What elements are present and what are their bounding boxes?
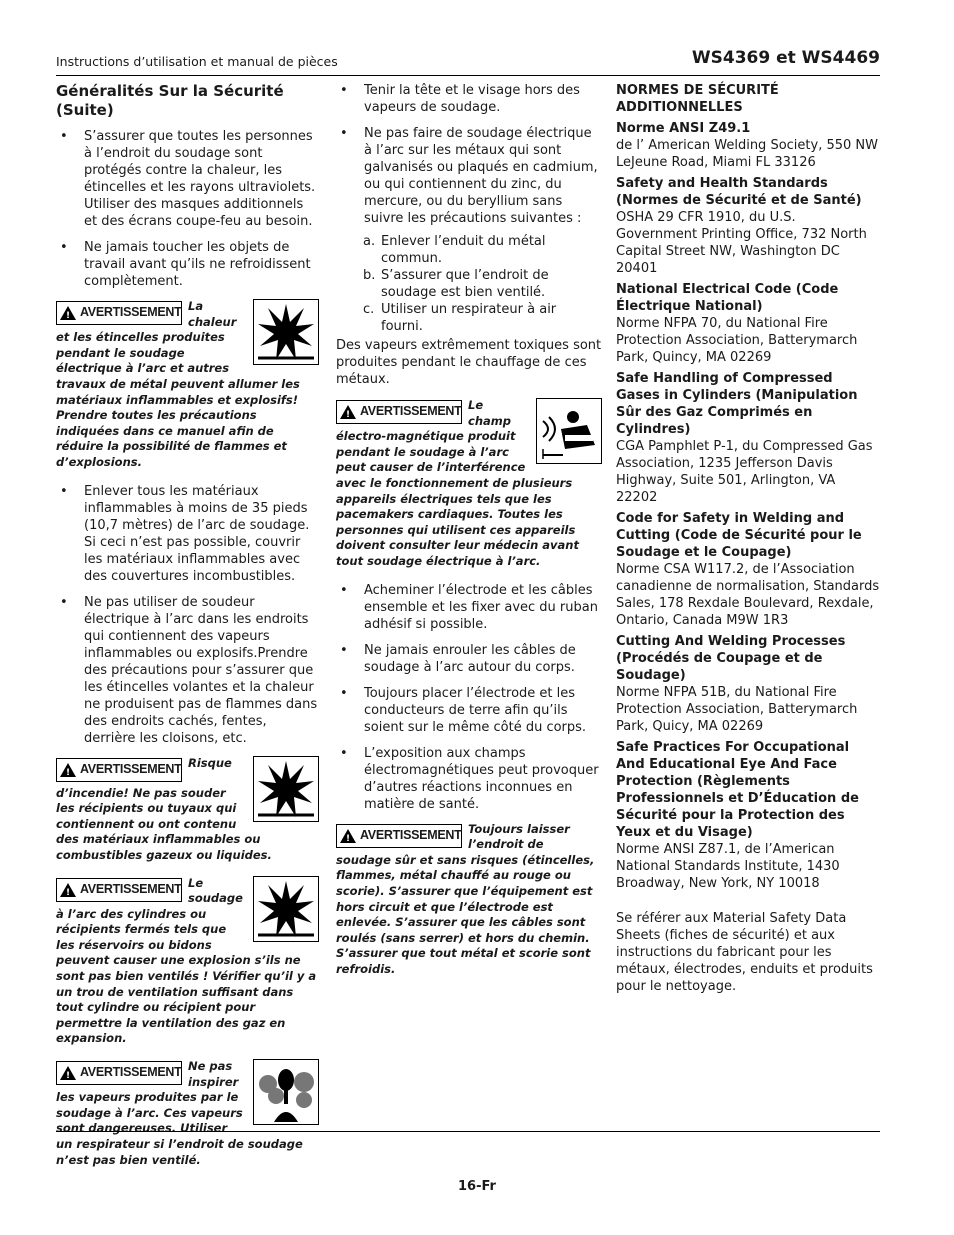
column-3	[616, 82, 880, 1005]
footer-divider	[56, 1131, 880, 1132]
warning-badge: ! AVERTISSEMENT	[56, 301, 182, 325]
alert-triangle-icon	[340, 829, 356, 843]
warning-block	[56, 876, 319, 1048]
warning-block	[336, 398, 602, 570]
alert-triangle-icon	[60, 883, 76, 897]
warning-block	[336, 822, 602, 978]
sub-list-item: b. S’assurer que l’endroit de soudage est bien ventilé.	[363, 268, 549, 300]
standards-heading: NORMES DE SÉCURITÉ ADDITIONNELLES	[616, 83, 779, 115]
paragraph: Des vapeurs extrêmement toxiques sont produites pendant le chauffage de ces métaux.	[336, 338, 602, 387]
explosion-icon	[253, 756, 319, 822]
list-item: • Ne jamais enrouler les câbles de soudage à l’arc autour du corps.	[340, 642, 576, 675]
alert-triangle-icon	[60, 1066, 76, 1080]
alert-triangle-icon	[60, 763, 76, 777]
bullet-list	[56, 128, 319, 290]
manual-title: Instructions d’utilisation et manual de pièces	[56, 54, 338, 69]
section-heading: Généralités Sur la Sécurité (Suite)	[56, 82, 284, 119]
warning-text: Toujours laisser l’endroit de soudage sûr et sans risques (étincelles, flammes, métal chauffé au rouge ou scorie). S’assurer que l’équipement est hors circuit et que l’électrode est enlevée. S’assurer que les câbles sont roulés (sans serrer) et hors du chemin. S’assurer que tout métal et scorie sont refroidis.	[336, 821, 595, 976]
warning-text: Ne pas inspirer les vapeurs produites par le soudage à l’arc. Ces vapeurs sont dangereuses. Utiliser un respirateur si l’endroit de soudage n’est pas bien ventilé.	[56, 1059, 303, 1167]
sub-list-item: c. Utiliser un respirateur à air fourni.	[363, 302, 557, 334]
column-2	[336, 82, 602, 989]
bullet-list	[336, 82, 602, 335]
warning-block	[56, 299, 319, 471]
model-title: WS4369 et WS4469	[691, 48, 880, 68]
warning-badge: ! AVERTISSEMENT	[56, 878, 182, 902]
explosion-icon	[253, 299, 319, 365]
closing-paragraph: Se référer aux Material Safety Data Sheets (fiches de sécurité) et aux instructions du fabricant pour les métaux, électrodes, enduits et produits pour le nettoyage.	[616, 911, 873, 994]
fumes-inhalation-icon	[253, 1059, 319, 1125]
standard-entry: Safety and Health Standards (Normes de Sécurité et de Santé) OSHA 29 CFR 1910, du U.S. Government Printing Office, 732 North Capital Street NW, Washington DC 20401	[616, 176, 867, 276]
warning-block	[56, 1059, 319, 1168]
list-item: • Acheminer l’électrode et les câbles ensemble et les fixer avec du ruban adhésif si possible.	[340, 582, 598, 632]
warning-text: Risque d’incendie! Ne pas souder les récipients ou tuyaux qui contiennent ou ont contenu des matériaux inflammables ou combustibles gazeux ou liquides.	[56, 755, 272, 862]
standard-entry: Code for Safety in Welding and Cutting (Code de Sécurité pour le Soudage et le Coupage) Norme CSA W117.2, de l’Association canadienne de normalisation, Standards Sales, 178 Rexdale Boulevard, Rexdale, Ontario, Canada M9W 1R3	[616, 511, 880, 628]
list-item: • Ne pas utiliser de soudeur électrique à l’arc dans les endroits qui contiennent des vapeurs inflammables ou explosifs.Prendre des précautions pour s’assurer que les étincelles volantes et la chaleur ne produisent pas de flammes dans des endroits cachés, fentes, derrière les cloisons, etc.	[60, 594, 318, 746]
warning-block	[56, 756, 319, 864]
warning-badge: ! AVERTISSEMENT	[56, 1061, 182, 1085]
page-header	[56, 48, 880, 76]
list-item: • Enlever tous les matériaux inflammables à moins de 35 pieds (10,7 mètres) de l’arc de soudage. Si ceci n’est pas possible, couvrir les matériaux inflammables avec des couvertures incombustibles.	[60, 483, 310, 584]
standard-entry: Safe Practices For Occupational And Educational Eye And Face Protection (Règlements Professionnels et D’Éducation de Sécurité pour la Protection des Yeux et du Visage) Norme ANSI Z87.1, de l’American National Standards Institute, 1430 Broadway, New York, NY 10018	[616, 740, 859, 891]
list-item: • Toujours placer l’électrode et les conducteurs de terre afin qu’ils soient sur le même côté du corps.	[340, 685, 587, 735]
list-item: • S’assurer que toutes les personnes à l’endroit du soudage sont protégés contre la chaleur, les étincelles et les rayons ultraviolets. Utiliser des masques additionnels et des écrans coupe-feu au besoin.	[60, 129, 316, 229]
alert-triangle-icon	[340, 405, 356, 419]
bullet-list	[336, 582, 602, 813]
list-item: • Ne pas faire de soudage électrique à l’arc sur les métaux qui sont galvanisés ou plaqués en cadmium, ou qui contiennent du zinc, du mercure, ou du beryllium sans suivre les précautions suivantes : a. Enlever l’enduit du métal commun. b. S’assurer que l’endroit de soudage est bien ventilé. c. Utiliser un respirateur à air fourni.	[336, 125, 602, 335]
alert-triangle-icon	[60, 306, 76, 320]
warning-badge: ! AVERTISSEMENT	[336, 824, 462, 848]
list-item: • Ne jamais toucher les objets de travail avant qu’ils ne refroidissent complètement.	[60, 240, 311, 289]
warning-text: Le champ électro-magnétique produit pendant le soudage à l’arc peut causer de l’interférence avec le fonctionnement de plusieurs appareils électriques tels que les pacemakers cardiaques. Toutes les personnes qui utilisent ces appareils doivent consulter leur médecin avant tout soudage électrique à l’arc.	[336, 398, 579, 568]
bullet-list	[56, 483, 319, 747]
page-number: 16-Fr	[458, 1179, 496, 1194]
sub-list-item: a. Enlever l’enduit du métal commun.	[363, 234, 546, 266]
electromagnetic-field-icon	[536, 398, 602, 464]
warning-text: La chaleur et les étincelles produites pendant le soudage électrique à l’arc et autres travaux de métal peuvent allumer les matériaux inflammables et explosifs! Prendre toutes les précautions indiquées dans ce manuel afin de réduire la possibilité de flammes et d’explosions.	[56, 299, 300, 469]
standard-entry: Safe Handling of Compressed Gases in Cylinders (Manipulation Sûr des Gaz Comprimés en Cylindres) CGA Pamphlet P-1, du Compressed Gas Association, 1235 Jefferson Davis Highway, Suite 501, Arlington, VA 22202	[616, 371, 873, 505]
warning-badge: ! AVERTISSEMENT	[56, 758, 182, 782]
standard-entry: Cutting And Welding Processes (Procédés de Coupage et de Soudage) Norme NFPA 51B, du National Fire Protection Association, Batterymarch Park, Quicy, MA 02269	[616, 634, 858, 734]
sub-list	[336, 233, 602, 335]
list-item: • Tenir la tête et le visage hors des vapeurs de soudage.	[340, 83, 580, 115]
warning-badge: ! AVERTISSEMENT	[336, 400, 462, 424]
standard-entry: National Electrical Code (Code Électrique National) Norme NFPA 70, du National Fire Protection Association, Batterymarch Park, Quincy, MA 02269	[616, 282, 858, 365]
explosion-icon	[253, 876, 319, 942]
column-1	[56, 82, 319, 1180]
warning-text: Le soudage à l’arc des cylindres ou récipients fermés tels que les réservoirs ou bidons peuvent causer une explosion s’ils ne sont pas bien ventilés ! Vérifier qu’il y a un trou de ventilation suffisant dans tout cylindre ou récipient pour permettre la ventilation des gaz en expansion.	[56, 875, 317, 1046]
standard-entry: Norme ANSI Z49.1 de l’ American Welding Society, 550 NW LeJeune Road, Miami FL 33126	[616, 121, 878, 170]
list-item: • L’exposition aux champs électromagnétiques peut provoquer d’autres réactions inconnues en matière de santé.	[340, 745, 599, 812]
